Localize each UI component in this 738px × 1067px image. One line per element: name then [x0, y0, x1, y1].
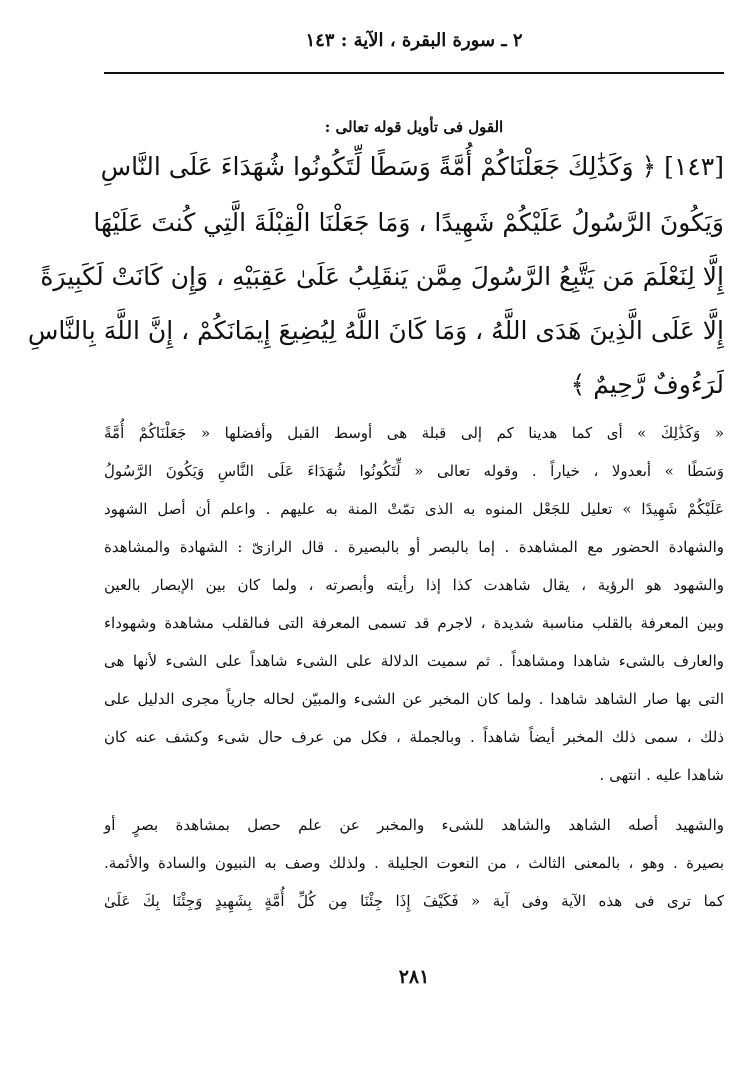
commentary-line: وَسَطًا » أىعدولا ، خياراً . وقوله تعالى « لِّتَكُونُوا شُهَدَاءَ عَلَى النَّاسِ وَيَكُونَ الرَّسُولُ	[104, 462, 724, 480]
section-intro: القول فى تأويل قوله تعالى :	[324, 118, 504, 136]
page-number: ٢٨١	[398, 966, 430, 988]
verse-line: لَرَءُوفٌ رَّحِيمٌ ﴾	[570, 370, 724, 399]
verse-line: وَيَكُونَ الرَّسُولُ عَلَيْكُمْ شَهِيدًا ، وَمَا جَعَلْنَا الْقِبْلَةَ الَّتِي كُنتَ عَلَيْهَا	[93, 208, 724, 237]
commentary-line: والعارف بالشىء شاهدا ومشاهداً . ثم سميت الدلالة على الشىء شاهداً على الشىء لأنها هى	[104, 652, 724, 670]
commentary-line: عَلَيْكُمْ شَهِيدًا » تعليل للجَعْل المنوه به الذى تمّتْ المنة به عليهم . واعلم أن أصل الشهود	[104, 500, 724, 518]
header-rule	[104, 72, 724, 74]
commentary-line: التى بها صار الشاهد شاهدا . ولما كان المخبر عن الشىء والمبيّن لحاله جارياً مجرى الدليل على	[104, 690, 724, 708]
commentary-line: شاهدا عليه . انتهى .	[599, 766, 724, 784]
paragraph-line: والشهيد أصله الشاهد والشاهد للشىء والمخبر عن علم حصل بمشاهدة بصرٍ أو	[104, 816, 724, 834]
commentary-line: وبين المعرفة بالقلب مناسبة شديدة ، لاجرم قد تسمى المعرفة التى فىالقلب مشاهدة وشهوداء	[104, 614, 724, 632]
verse-line: إِلَّا عَلَى الَّذِينَ هَدَى اللَّهُ ، وَمَا كَانَ اللَّهُ لِيُضِيعَ إِيمَانَكُمْ ، إِنَّ اللَّهَ بِالنَّاسِ	[27, 316, 724, 345]
paragraph-line: بصيرة . وهو ، بالمعنى الثالث ، من النعوت الجليلة . ولذلك وصف به النبيون والسادة والأئمة.	[104, 854, 724, 872]
running-header: ٢ ـ سورة البقرة ، الآية : ١٤٣	[305, 30, 523, 51]
commentary-line: والشهود هو الرؤية ، يقال شاهدت كذا إذا رأيته وأبصرته ، ولما كان بين الإبصار بالعين	[104, 576, 724, 594]
commentary-line: ذلك ، سمى ذلك المخبر أيضاً شاهداً . وبالجملة ، فكل من عرف حال شىء وكشف عنه كان	[104, 728, 724, 746]
verse-line: [١٤٣] ﴿ وَكَذَٰلِكَ جَعَلْنَاكُمْ أُمَّةً وَسَطًا لِّتَكُونُوا شُهَدَاءَ عَلَى النَّاسِ	[100, 152, 724, 181]
paragraph-line: كما ترى فى هذه الآية وفى آية « فَكَيْفَ إِذَا جِئْنَا مِن كُلِّ أُمَّةٍ بِشَهِيدٍ وَجِئْنَا بِكَ عَلَىٰ	[104, 892, 724, 910]
verse-line: إِلَّا لِنَعْلَمَ مَن يَتَّبِعُ الرَّسُولَ مِمَّن يَنقَلِبُ عَلَىٰ عَقِبَيْهِ ، وَإِن كَانَتْ لَكَبِيرَةً	[40, 262, 724, 291]
commentary-line: والشهادة الحضور مع المشاهدة . إما بالبصر أو بالبصيرة . قال الرازىّ : الشهادة والمشاهدة	[104, 538, 724, 556]
commentary-line: « وَكَذَٰلِكَ » أى كما هدينا كم إلى قبلة هى أوسط القبل وأفضلها « جَعَلْنَاكُمْ أُمَّةً	[104, 424, 724, 442]
